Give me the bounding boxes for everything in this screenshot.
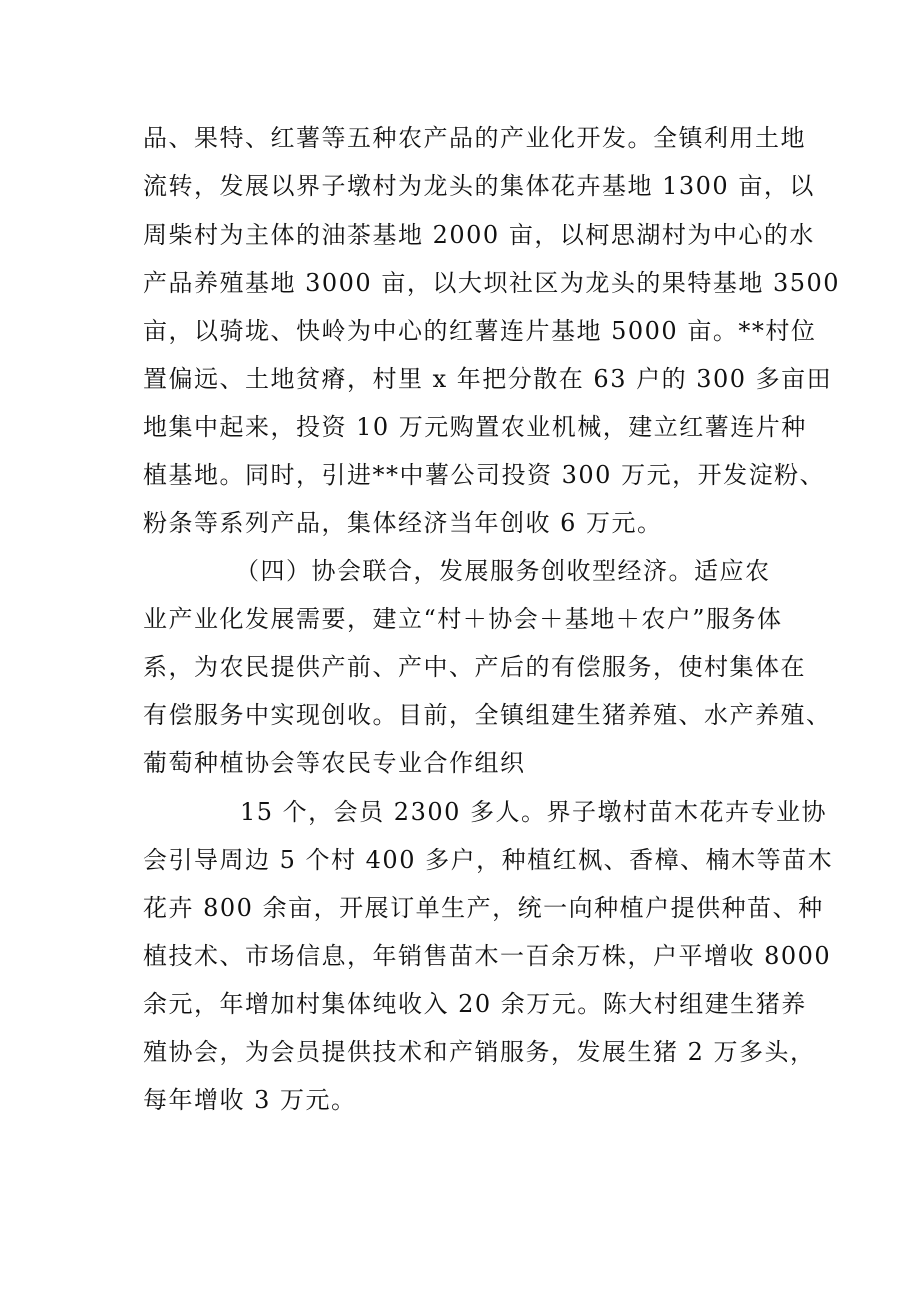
- paragraph-1-line-2: 流转，发展以界子墩村为龙头的集体花卉基地 1300 亩，以: [143, 172, 815, 200]
- paragraph-2-line-1: （四）协会联合，发展服务创收型经济。适应农: [235, 557, 771, 585]
- paragraph-3-line-6: 殖协会，为会员提供技术和产销服务，发展生猪 2 万多头，: [143, 1038, 816, 1066]
- paragraph-2-line-3: 系，为农民提供产前、产中、产后的有偿服务，使村集体在: [143, 653, 806, 681]
- paragraph-2-line-2: 业产业化发展需要，建立“村＋协会＋基地＋农户”服务体: [143, 605, 783, 633]
- paragraph-1-line-1: 品、果特、红薯等五种农产品的产业化开发。全镇利用土地: [143, 124, 806, 152]
- paragraph-3-line-3: 花卉 800 余亩，开展订单生产，统一向种植户提供种苗、种: [143, 894, 824, 922]
- paragraph-1-line-7: 地集中起来，投资 10 万元购置农业机械，建立红薯连片种: [143, 413, 807, 441]
- paragraph-2-line-4: 有偿服务中实现创收。目前，全镇组建生猪养殖、水产养殖、: [143, 701, 832, 729]
- paragraph-1-line-8: 植基地。同时，引进**中薯公司投资 300 万元，开发淀粉、: [143, 461, 826, 489]
- paragraph-1-line-9: 粉条等系列产品，集体经济当年创收 6 万元。: [143, 509, 663, 537]
- paragraph-3-line-1: 15 个，会员 2300 多人。界子墩村苗木花卉专业协: [240, 798, 828, 826]
- paragraph-1-line-3: 周柴村为主体的油茶基地 2000 亩，以柯思湖村为中心的水: [143, 221, 815, 249]
- paragraph-1-line-6: 置偏远、土地贫瘠，村里 x 年把分散在 63 户的 300 多亩田: [143, 365, 833, 393]
- paragraph-3-line-7: 每年增收 3 万元。: [143, 1086, 357, 1114]
- paragraph-1-line-5: 亩，以骑垅、快岭为中心的红薯连片基地 5000 亩。**村位: [143, 317, 817, 345]
- paragraph-3-line-5: 余元，年增加村集体纯收入 20 余万元。陈大村组建生猪养: [143, 990, 807, 1018]
- paragraph-3-line-4: 植技术、市场信息，年销售苗木一百余万株，户平增收 8000: [143, 942, 832, 970]
- paragraph-2-line-5: 葡萄种植协会等农民专业合作组织: [143, 749, 526, 777]
- paragraph-1-line-4: 产品养殖基地 3000 亩，以大坝社区为龙头的果特基地 3500: [143, 269, 841, 297]
- paragraph-3-line-2: 会引导周边 5 个村 400 多户，种植红枫、香樟、楠木等苗木: [143, 846, 834, 874]
